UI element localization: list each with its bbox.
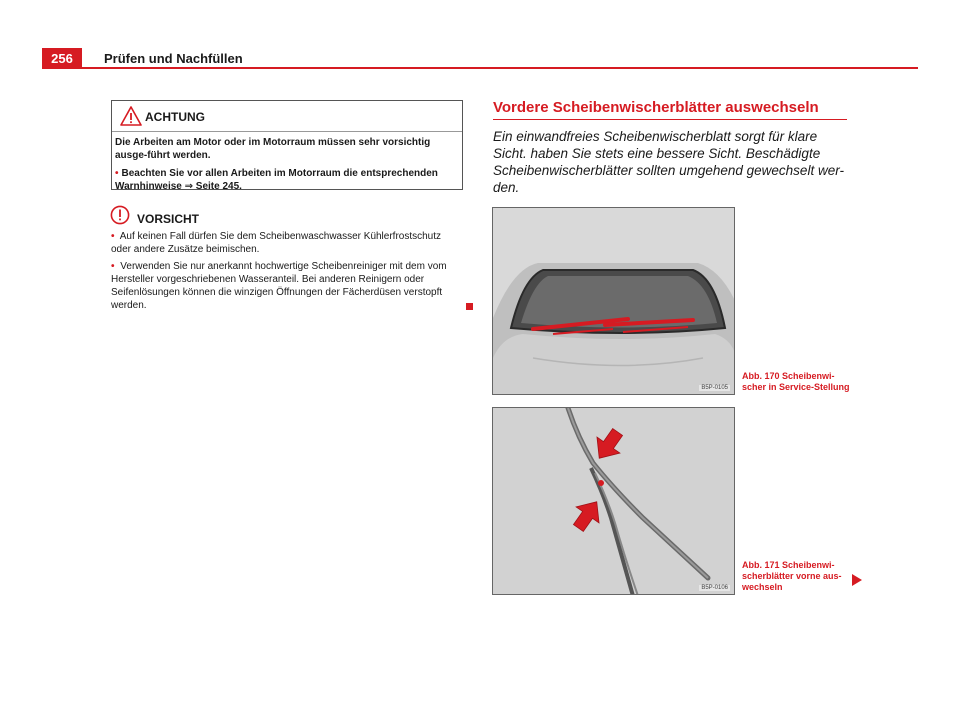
achtung-body: [112, 132, 462, 193]
bullet: •: [115, 168, 119, 179]
achtung-title: ACHTUNG: [145, 110, 205, 124]
section-rule: [493, 119, 847, 120]
section-end-mark: [466, 303, 473, 310]
header-title: Prüfen und Nachfüllen: [104, 51, 243, 66]
achtung-header: [112, 101, 462, 132]
achtung-paragraph-2: [115, 167, 458, 193]
section-title: Vordere Scheibenwischerblätter auswechseln: [493, 99, 819, 116]
figure-170-wiper-service-position: [492, 207, 735, 395]
achtung-paragraph-1: Die Arbeiten am Motor oder im Motorraum müssen sehr vorsichtig ausge-führt werden.: [115, 137, 431, 161]
warning-triangle-icon: [120, 106, 142, 126]
caution-icon: [110, 205, 130, 225]
figure-code: B5P-0105: [701, 385, 728, 391]
achtung-paragraph-2-text: Beachten Sie vor allen Arbeiten im Motorraum die entsprechenden Warnhinweise ⇒ Seite 245.: [115, 168, 438, 192]
vorsicht-item-2-text: Verwenden Sie nur anerkannt hochwertige Scheibenreiniger mit dem vom Hersteller vorgeschriebenen Wasseranteil. Bei anderen Reinigern oder Seifenlösungen können die winzigen Öffnungen der Fächerdüsen verstopft werden.: [111, 261, 447, 311]
car-windscreen-illustration: [493, 208, 735, 395]
header-rule: [42, 67, 918, 69]
section-intro: Ein einwandfreies Scheibenwischerblatt sorgt für klare Sicht. haben Sie stets eine bessere Sicht. Beschädigte Scheibenwischerblätter sollten umgehend gewechselt wer-den.: [493, 129, 844, 195]
figure-171-caption: Abb. 171 Scheibenwi-scherblätter vorne aus-wechseln: [742, 560, 842, 592]
bullet: •: [111, 261, 115, 272]
vorsicht-title: VORSICHT: [137, 212, 200, 226]
page-number: 256: [42, 48, 82, 68]
wiper-blade-illustration: [493, 408, 735, 595]
figure-170-caption: Abb. 170 Scheibenwi-scher in Service-Stellung: [742, 371, 850, 392]
achtung-box: [111, 100, 463, 190]
figure-171-wiper-blade-replacement: [492, 407, 735, 595]
vorsicht-item-2: [111, 260, 461, 312]
vorsicht-item-1: [111, 230, 461, 256]
vorsicht-item-1-text: Auf keinen Fall dürfen Sie dem Scheibenwaschwasser Kühlerfrostschutz oder andere Zusätze beimischen.: [111, 231, 442, 255]
figure-code: B5P-0106: [701, 585, 728, 591]
vorsicht-body: [111, 230, 461, 316]
continue-arrow-icon: [852, 574, 862, 586]
bullet: •: [111, 231, 115, 242]
